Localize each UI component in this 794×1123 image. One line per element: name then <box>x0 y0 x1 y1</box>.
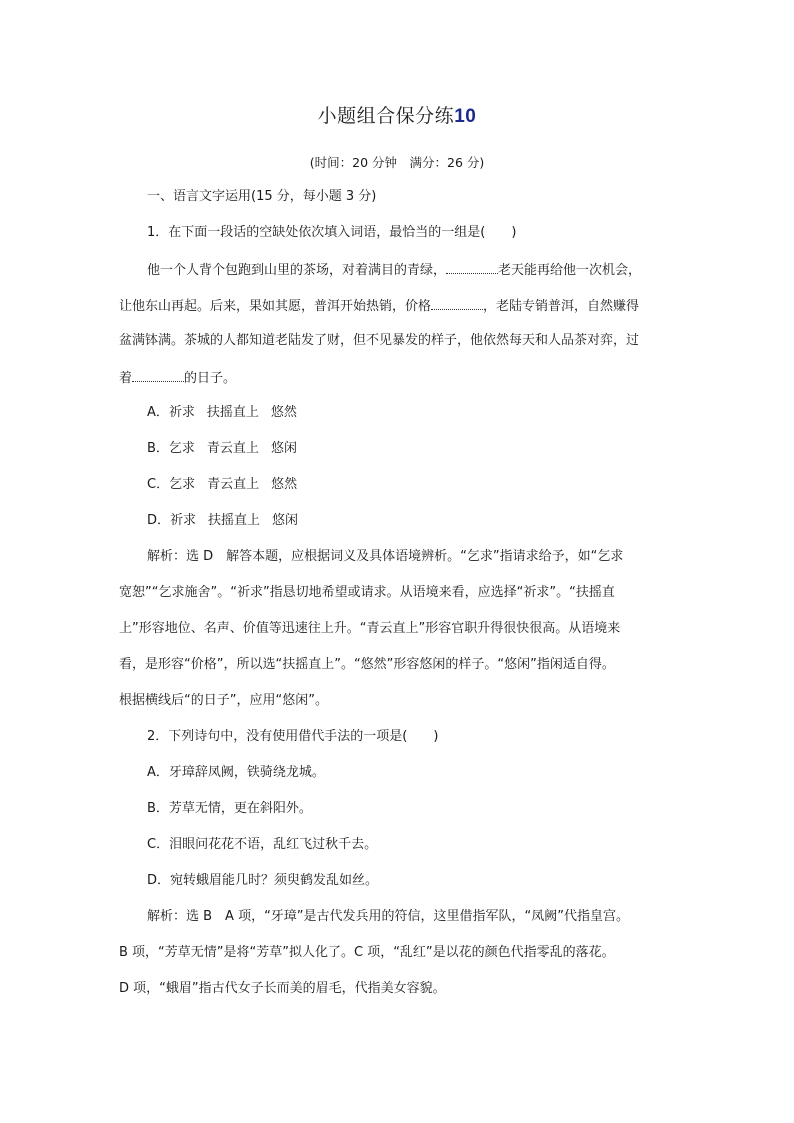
option-a <box>147 403 297 423</box>
option-word-2: 青云直上 <box>206 441 259 456</box>
q2-option-d: D．宛转蛾眉能几时？须臾鹤发乱如丝。 <box>147 873 379 888</box>
fill-blank-1 <box>446 259 498 274</box>
option-word-1: C．乞求 <box>147 477 196 492</box>
question-2-stem: 2．下列诗句中，没有使用借代手法的一项是( ) <box>147 729 439 744</box>
passage-text: 的日子。 <box>184 371 237 386</box>
option-word-1: A．祈求 <box>147 405 195 420</box>
q2-option-b: B．芳草无情，更在斜阳外。 <box>147 801 312 816</box>
option-word-1: B．乞求 <box>147 441 195 456</box>
title-text: 小题组合保分练 <box>317 105 455 127</box>
question-1-analysis-line-2: 宽恕”“乞求施舍”。“祈求”指恳切地希望或请求。从语境来看，应选择“祈求”。“扶摇直 <box>119 585 615 600</box>
question-1-analysis-line-4: 看，是形容“价格”，所以选“扶摇直上”。“悠然”形容悠闲的样子。“悠闲”指闲适自得。 <box>119 657 615 672</box>
question-1-analysis-line-1: 解析：选 D 解答本题，应根据词义及具体语境辨析。“乞求”指请求给予，如“乞求 <box>147 549 624 564</box>
page-title <box>0 101 794 128</box>
option-word-1: D．祈求 <box>147 513 197 528</box>
option-c <box>147 475 297 495</box>
question-2-analysis-line-1: 解析：选 B A 项，“牙璋”是古代发兵用的符信，这里借指军队，“凤阙”代指皇宫。 <box>147 909 630 924</box>
question-2-analysis-line-3: D 项，“蛾眉”指古代女子长而美的眉毛，代指美女容貌。 <box>119 981 446 996</box>
question-1-analysis-line-3: 上”形容地位、名声、价值等迅速往上升。“青云直上”形容官职升得很快很高。从语境来 <box>119 621 621 636</box>
question-1-passage-line-2 <box>119 295 639 317</box>
q2-option-a: A．牙璋辞凤阙，铁骑绕龙城。 <box>147 765 325 780</box>
fill-blank-2 <box>431 295 483 310</box>
section-heading: 一、语言文字运用(15 分，每小题 3 分) <box>147 189 377 204</box>
fill-blank-3 <box>132 367 184 382</box>
option-word-2: 扶摇直上 <box>206 405 259 420</box>
passage-text: 让他东山再起。后来，果如其愿，普洱开始热销，价格 <box>119 299 432 314</box>
option-d <box>147 511 298 531</box>
option-word-3: 悠闲 <box>272 513 299 528</box>
question-1-passage-line-4 <box>119 367 236 389</box>
passage-text: 他一个人背个包跑到山里的茶场，对着满目的青绿， <box>147 263 447 278</box>
option-word-3: 悠闲 <box>270 441 297 456</box>
option-word-2: 青云直上 <box>207 477 260 492</box>
question-1-passage-line-3: 盆满钵满。茶城的人都知道老陆发了财，但不见暴发的样子，他依然每天和人品茶对弈，过 <box>119 333 640 348</box>
option-word-3: 悠然 <box>271 477 298 492</box>
option-b <box>147 439 297 459</box>
option-word-2: 扶摇直上 <box>208 513 261 528</box>
q2-option-c: C．泪眼问花花不语，乱红飞过秋千去。 <box>147 837 378 852</box>
passage-text: ，老陆专销普洱，自然赚得 <box>483 299 640 314</box>
question-1-passage-line-1 <box>147 259 641 281</box>
question-2-analysis-line-2: B 项，“芳草无情”是将“芳草”拟人化了。C 项，“乱红”是以花的颜色代指零乱的落花。 <box>119 945 615 960</box>
title-number: 10 <box>454 106 477 127</box>
option-word-3: 悠然 <box>270 405 297 420</box>
passage-text: 老天能再给他一次机会， <box>498 263 642 278</box>
passage-text: 着 <box>119 371 133 386</box>
question-1-analysis-line-5: 根据横线后“的日子”，应用“悠闲”。 <box>119 693 328 708</box>
time-score-info: (时间：20 分钟 满分：26 分) <box>309 155 485 170</box>
question-1-stem: 1．在下面一段话的空缺处依次填入词语，最恰当的一组是( ) <box>147 225 517 240</box>
